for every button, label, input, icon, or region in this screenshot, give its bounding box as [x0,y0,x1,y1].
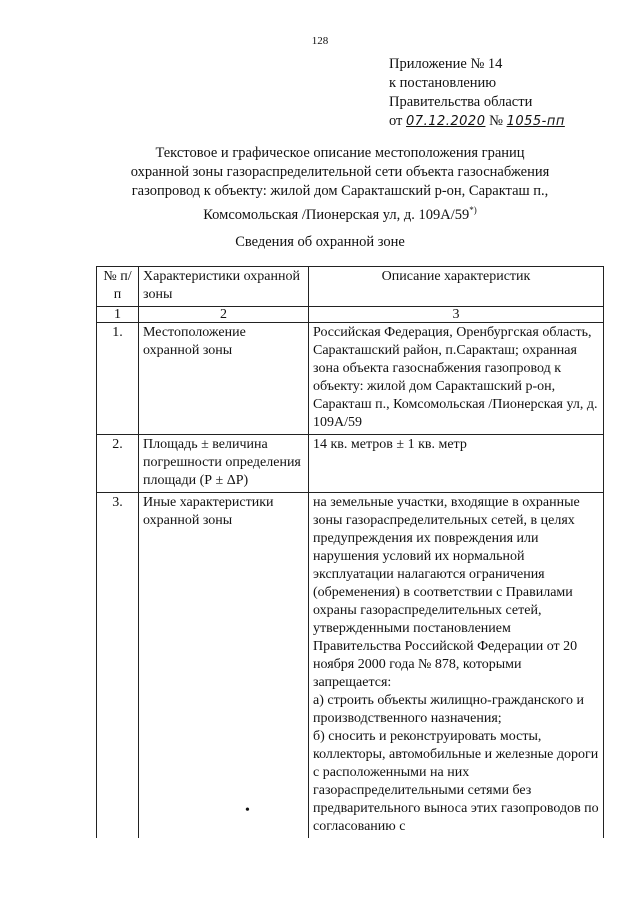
stray-mark: • [245,803,250,818]
title-line-2: охранной зоны газораспределительной сети объекта газоснабжения [130,164,550,180]
footnote-mark: *) [469,205,477,215]
table-row [97,435,604,493]
page-number: 128 [311,35,329,47]
header-num: № п/п [97,267,139,307]
row-characteristic: Иные характеристики охранной зоны [139,493,309,839]
row-characteristic: Площадь ± величина погрешности определения площади (Р ± ΔР) [139,435,309,493]
appendix-line-1: Приложение № 14 [389,56,503,72]
row-characteristic: Местоположение охранной зоны [139,323,309,435]
column-number-1: 1 [97,307,139,323]
title-line-3: газопровод к объекту: жилой дом Саракташский р-он, Саракташ п., [131,183,549,199]
appendix-block [389,55,565,131]
table-row [97,493,604,839]
row-num: 2. [97,435,139,493]
row-num: 3. [97,493,139,839]
title-line-4 [80,201,600,225]
appendix-date: 07.12.2020 [406,114,486,129]
title-line-1: Текстовое и графическое описание местоположения границ [155,145,525,161]
document-title [80,144,600,225]
column-numbers-row [97,307,604,323]
row-description: на земельные участки, входящие в охранные зоны газораспределительных сетей, в целях предупреждения их повреждения или нарушения условий их нормальной эксплуатации налагаются ограничения (обременения) в соответствии с Правилами охраны газораспределительных сетей, утвержденными постановлением Правительства Российской Федерации от 20 ноября 2000 года № 878, которыми запрещается: [313,495,580,690]
appendix-number-sign: № [489,113,503,129]
column-number-2: 2 [139,307,309,323]
row-num: 1. [97,323,139,435]
appendix-line-3: Правительства области [389,94,533,110]
row-item-b: б) сносить и реконструировать мосты, коллекторы, автомобильные и железные дороги с расположенными на них газораспределительными сетями без предварительного выноса этих газопроводов по согласованию с [313,729,599,834]
section-subtitle: Сведения об охранной зоне [235,234,405,250]
appendix-line-2: к постановлению [389,75,497,91]
header-description: Описание характеристик [309,267,604,307]
column-number-3: 3 [309,307,604,323]
row-description-cell [309,493,604,839]
appendix-from: от [389,113,403,129]
table-row [97,323,604,435]
row-description: Российская Федерация, Оренбургская область, Саракташский район, п.Саракташ; охранная зона объекта газоснабжения газопровод к объекту: жилой дом Саракташский р-он, Саракташ п., Комсомольская /Пионерская ул, д. 109А/59 [309,323,604,435]
zone-info-table [96,266,604,838]
appendix-number: 1055-пп [506,114,565,129]
appendix-date-line [389,112,565,131]
header-characteristic: Характеристики охранной зоны [139,267,309,307]
title-line-4-text: Комсомольская /Пионерская ул, д. 109А/59 [203,206,470,223]
row-item-a: а) строить объекты жилищно-гражданского и производственного назначения; [313,693,584,726]
table-header-row [97,267,604,307]
row-description: 14 кв. метров ± 1 кв. метр [309,435,604,493]
